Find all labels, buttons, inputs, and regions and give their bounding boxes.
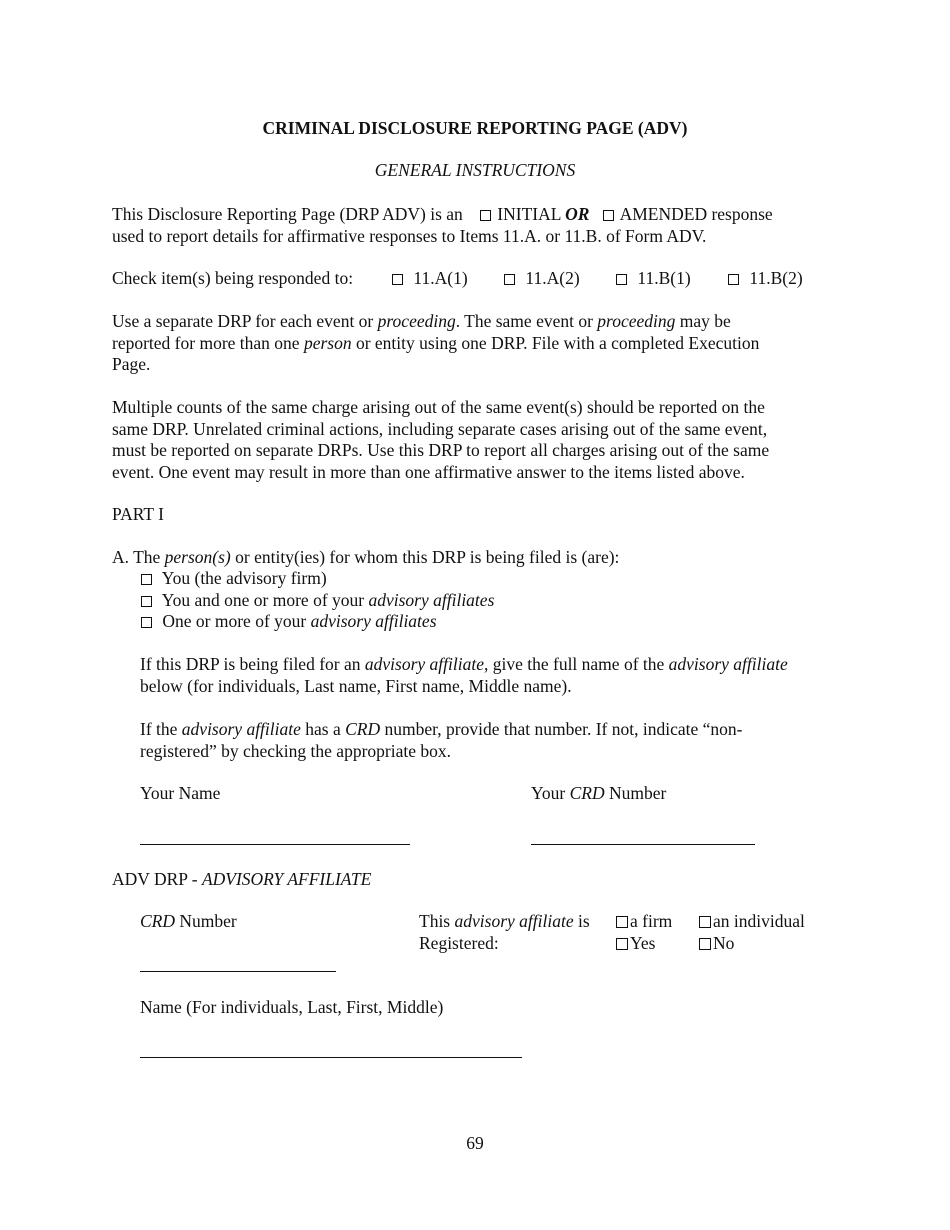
option-no[interactable]: No [699, 933, 734, 955]
checkbox-icon[interactable] [392, 274, 403, 285]
checkbox-icon[interactable] [616, 938, 628, 950]
option-you-and-affiliates[interactable]: You and one or more of your advisory affiliates [141, 590, 494, 612]
registered-label: Registered: [419, 933, 499, 953]
page-title: CRIMINAL DISCLOSURE REPORTING PAGE (ADV) [262, 118, 688, 138]
general-instructions-heading: GENERAL INSTRUCTIONS [374, 160, 576, 180]
intro-paragraph [112, 204, 832, 247]
crd-number-field[interactable] [140, 971, 336, 972]
amended-checkbox[interactable] [603, 210, 614, 221]
checkbox-icon[interactable] [141, 596, 152, 607]
checkbox-icon[interactable] [728, 274, 739, 285]
your-name-label: Your Name [140, 783, 221, 803]
intro-line-2: used to report details for affirmative responses to Items 11.A. or 11.B. of Form ADV. [112, 225, 707, 246]
amended-label: AMENDED response [619, 204, 773, 224]
check-item-11b1[interactable]: 11.B(1) [616, 268, 691, 290]
crd-paragraph: If the advisory affiliate has a CRD number, provide that number. If not, indicate “non- registered” by checking the appropriate box. [140, 719, 743, 761]
name-label: Name (For individuals, Last, First, Middle) [140, 997, 444, 1017]
affiliate-section-heading: ADV DRP - ADVISORY AFFILIATE [112, 869, 372, 889]
crd-number-label: CRD Number [140, 911, 237, 931]
your-crd-field[interactable] [531, 844, 755, 845]
page-number: 69 [466, 1133, 484, 1153]
check-item-11a1[interactable]: 11.A(1) [392, 268, 468, 290]
option-firm[interactable]: a firm [616, 911, 672, 933]
option-you[interactable]: You (the advisory firm) [141, 568, 327, 590]
checkbox-icon[interactable] [141, 617, 152, 628]
affiliate-name-paragraph: If this DRP is being filed for an advisory affiliate, give the full name of the advisory affiliate below (for individuals, Last name, First name, Middle name). [140, 654, 788, 696]
intro-text: This Disclosure Reporting Page (DRP ADV) is an [112, 204, 463, 224]
check-item-11b2[interactable]: 11.B(2) [728, 268, 803, 290]
separate-drp-paragraph: Use a separate DRP for each event or proceeding. The same event or proceeding may be reported for more than one person or entity using one DRP. File with a completed Execution Page. [112, 311, 760, 374]
initial-label: INITIAL [497, 204, 561, 224]
or-label: OR [565, 204, 590, 224]
your-crd-label: Your CRD Number [531, 783, 667, 803]
initial-checkbox[interactable] [480, 210, 491, 221]
option-individual[interactable]: an individual [699, 911, 805, 933]
affiliate-is-label: This advisory affiliate is [419, 911, 590, 931]
check-item-11a2[interactable]: 11.A(2) [504, 268, 580, 290]
option-affiliates[interactable]: One or more of your advisory affiliates [141, 611, 437, 633]
part-heading: PART I [112, 504, 164, 524]
checkbox-icon[interactable] [504, 274, 515, 285]
checkbox-icon[interactable] [616, 916, 628, 928]
checkbox-icon[interactable] [699, 916, 711, 928]
check-items-label: Check item(s) being responded to: [112, 268, 354, 288]
option-yes[interactable]: Yes [616, 933, 655, 955]
checkbox-icon[interactable] [616, 274, 627, 285]
checkbox-icon[interactable] [699, 938, 711, 950]
your-name-field[interactable] [140, 844, 410, 845]
name-field[interactable] [140, 1057, 522, 1058]
item-a-question: A. The person(s) or entity(ies) for whom this DRP is being filed is (are): [112, 547, 620, 567]
checkbox-icon[interactable] [141, 574, 152, 585]
multiple-counts-paragraph: Multiple counts of the same charge arising out of the same event(s) should be reported on the same DRP. Unrelated criminal actions, including separate cases arising out of the same event, must be reported on separate DRPs. Use this DRP to report all charges arising out of the same event. One event may result in more than one affirmative answer to the items listed above. [112, 397, 770, 482]
